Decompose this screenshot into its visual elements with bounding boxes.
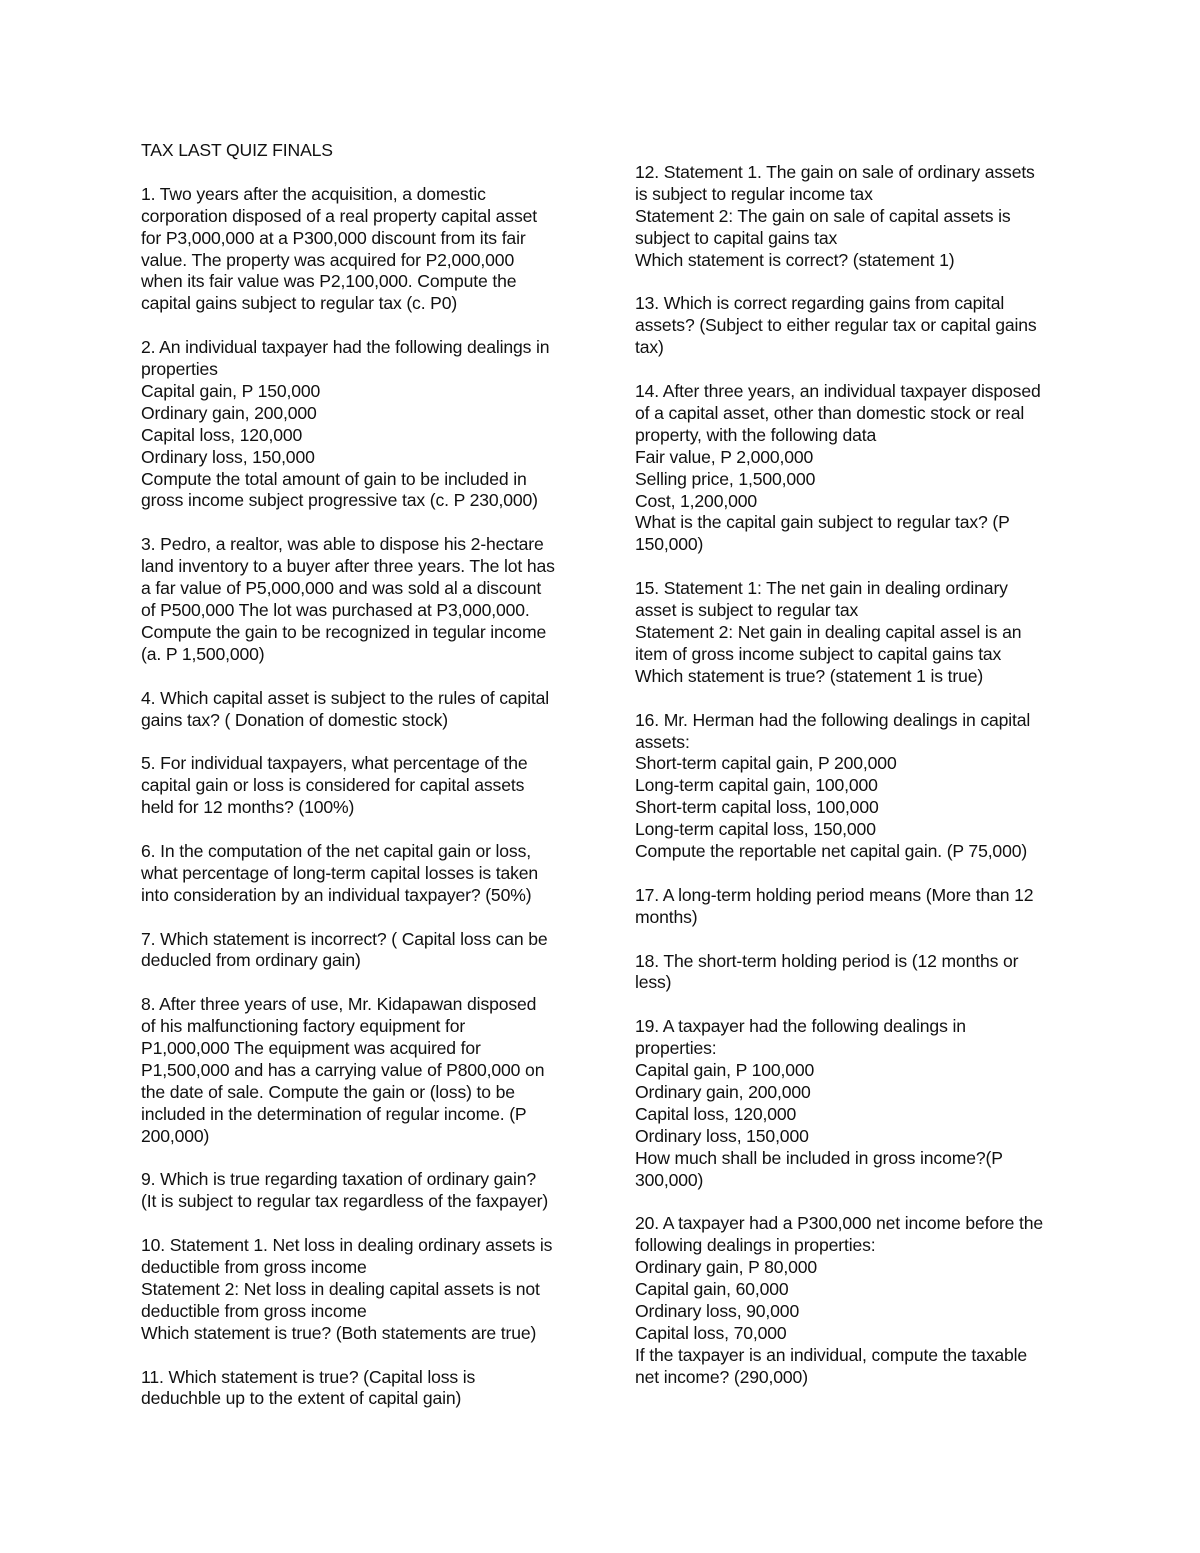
question-line: deductible from gross income — [141, 1257, 367, 1278]
question-line: Long-term capital gain, 100,000 — [635, 775, 878, 796]
question-line: 4. Which capital asset is subject to the rules of capital — [141, 687, 550, 708]
question-line: deducled from ordinary gain) — [141, 950, 361, 971]
question-line: Compute the gain to be recognized in tegular income — [141, 621, 547, 642]
question-item — [635, 381, 1075, 556]
question-line: Capital loss, 70,000 — [635, 1322, 787, 1343]
question-line: included in the determination of regular income. (P — [141, 1103, 527, 1124]
question-line: of P500,000 The lot was purchased at P3,000,000. — [141, 599, 530, 620]
question-line: 13. Which is correct regarding gains from capital — [635, 293, 1005, 314]
question-item — [141, 337, 581, 512]
question-line: value. The property was acquired for P2,000,000 — [141, 249, 515, 270]
question-line: into consideration by an individual taxpayer? (50%) — [141, 884, 532, 905]
question-line: a far value of P5,000,000 and was sold al a discount — [141, 578, 542, 599]
question-line: Capital loss, 120,000 — [141, 424, 303, 445]
question-line: Ordinary gain, 200,000 — [141, 402, 317, 423]
question-line: 150,000) — [635, 534, 704, 555]
question-line: 3. Pedro, a realtor, was able to dispose his 2-hectare — [141, 534, 544, 555]
question-line: 19. A taxpayer had the following dealings in — [635, 1016, 966, 1037]
question-line: gross income subject progressive tax (c. P 230,000) — [141, 490, 538, 511]
question-line: Capital loss, 120,000 — [635, 1103, 797, 1124]
question-line: asset is subject to regular tax — [635, 600, 859, 621]
question-line: months) — [635, 906, 698, 927]
question-line: 14. After three years, an individual taxpayer disposed — [635, 381, 1041, 402]
question-line: assets? (Subject to either regular tax or capital gains — [635, 315, 1037, 336]
question-line: Ordinary loss, 150,000 — [635, 1125, 809, 1146]
question-line: subject to capital gains tax — [635, 227, 838, 248]
question-line: What is the capital gain subject to regular tax? (P — [635, 512, 1010, 533]
question-line: 8. After three years of use, Mr. Kidapawan disposed — [141, 994, 537, 1015]
question-line: Statement 2: Net loss in dealing capital assets is not — [141, 1278, 540, 1299]
question-line: what percentage of long-term capital losses is taken — [141, 862, 539, 883]
question-line: Which statement is correct? (statement 1) — [635, 249, 955, 270]
question-line: P1,000,000 The equipment was acquired for — [141, 1038, 481, 1059]
question-line: 18. The short-term holding period is (12 months or — [635, 950, 1019, 971]
question-line: 12. Statement 1. The gain on sale of ordinary assets — [635, 162, 1035, 182]
question-line: Fair value, P 2,000,000 — [635, 446, 814, 467]
question-line: net income? (290,000) — [635, 1366, 808, 1387]
question-line: corporation disposed of a real property capital asset — [141, 205, 537, 226]
question-line: tax) — [635, 337, 664, 358]
question-line: Long-term capital loss, 150,000 — [635, 819, 876, 840]
question-line: 300,000) — [635, 1169, 704, 1190]
question-line: Ordinary loss, 150,000 — [141, 446, 315, 467]
right-column — [635, 162, 1075, 1411]
question-line: (a. P 1,500,000) — [141, 643, 265, 664]
question-line: Compute the reportable net capital gain. (P 75,000) — [635, 841, 1028, 862]
question-item — [141, 1235, 581, 1345]
question-item — [141, 841, 581, 907]
question-line: 16. Mr. Herman had the following dealings in capital — [635, 709, 1031, 730]
left-column — [141, 140, 581, 1432]
question-line: less) — [635, 972, 672, 993]
question-line: Which statement is true? (Both statements are true) — [141, 1322, 537, 1343]
question-line: following dealings in properties: — [635, 1235, 876, 1256]
question-item — [635, 1016, 1075, 1191]
question-line: Capital gain, P 100,000 — [635, 1060, 815, 1081]
question-item — [635, 1213, 1075, 1388]
right-question-list — [635, 162, 1075, 1389]
question-line: for P3,000,000 at a P300,000 discount from its fair — [141, 227, 526, 248]
question-line: Selling price, 1,500,000 — [635, 468, 816, 489]
question-line: 10. Statement 1. Net loss in dealing ordinary assets is — [141, 1235, 553, 1256]
question-item — [635, 885, 1075, 929]
question-item — [141, 184, 581, 315]
question-line: 11. Which statement is true? (Capital loss is — [141, 1366, 476, 1387]
question-line: of his malfunctioning factory equipment for — [141, 1016, 466, 1037]
question-line: Cost, 1,200,000 — [635, 490, 757, 511]
question-line: 5. For individual taxpayers, what percentage of the — [141, 753, 528, 774]
question-line: gains tax? ( Donation of domestic stock) — [141, 709, 448, 730]
question-item — [141, 688, 581, 732]
question-line: (It is subject to regular tax regardless of the faxpayer) — [141, 1191, 549, 1212]
question-line: Ordinary gain, P 80,000 — [635, 1257, 818, 1278]
question-line: Short-term capital loss, 100,000 — [635, 797, 879, 818]
question-line: Short-term capital gain, P 200,000 — [635, 753, 897, 774]
question-line: deduchble up to the extent of capital gain) — [141, 1388, 462, 1409]
question-line: held for 12 months? (100%) — [141, 797, 355, 818]
question-line: Statement 2: The gain on sale of capital assets is — [635, 205, 1011, 226]
question-line: capital gain or loss is considered for capital assets — [141, 775, 525, 796]
question-line: 17. A long-term holding period means (More than 12 — [635, 884, 1034, 905]
question-line: How much shall be included in gross income?(P — [635, 1147, 1003, 1168]
question-line: Ordinary loss, 90,000 — [635, 1301, 800, 1321]
question-line: 2. An individual taxpayer had the following dealings in — [141, 337, 550, 358]
question-line: the date of sale. Compute the gain or (loss) to be — [141, 1081, 515, 1102]
question-line: when its fair value was P2,100,000. Compute the — [141, 271, 517, 292]
question-item — [141, 929, 581, 973]
question-item — [141, 534, 581, 665]
question-line: is subject to regular income tax — [635, 183, 873, 204]
question-line: item of gross income subject to capital gains tax — [635, 643, 1002, 664]
question-item — [141, 1169, 581, 1213]
question-line: property, with the following data — [635, 424, 877, 445]
question-line: If the taxpayer is an individual, compute the taxable — [635, 1344, 1028, 1365]
question-line: 9. Which is true regarding taxation of ordinary gain? — [141, 1169, 536, 1190]
question-line: assets: — [635, 731, 690, 752]
question-item — [635, 293, 1075, 359]
question-line: properties: — [635, 1038, 717, 1059]
question-line: 200,000) — [141, 1125, 210, 1146]
question-line: Which statement is true? (statement 1 is true) — [635, 665, 984, 686]
question-item — [635, 162, 1075, 272]
question-line: Capital gain, 60,000 — [635, 1279, 789, 1300]
left-question-list — [141, 184, 581, 1411]
question-line: 7. Which statement is incorrect? ( Capital loss can be — [141, 928, 548, 949]
question-line: of a capital asset, other than domestic stock or real — [635, 402, 1025, 423]
question-line: 1. Two years after the acquisition, a domestic — [141, 183, 486, 204]
question-line: properties — [141, 359, 218, 380]
question-line: 20. A taxpayer had a P300,000 net income before the — [635, 1213, 1044, 1234]
question-item — [141, 994, 581, 1147]
question-line: Capital gain, P 150,000 — [141, 380, 321, 401]
question-line: 6. In the computation of the net capital gain or loss, — [141, 840, 531, 861]
question-line: deductible from gross income — [141, 1300, 367, 1321]
question-line: P1,500,000 and has a carrying value of P800,000 on — [141, 1059, 545, 1080]
question-item — [635, 578, 1075, 688]
question-line: land inventory to a buyer after three years. The lot has — [141, 556, 555, 577]
question-item — [141, 1367, 581, 1411]
question-item — [635, 710, 1075, 863]
question-line: Statement 2: Net gain in dealing capital assel is an — [635, 621, 1022, 642]
question-item — [141, 753, 581, 819]
document-title: TAX LAST QUIZ FINALS — [141, 140, 333, 160]
question-line: Ordinary gain, 200,000 — [635, 1081, 811, 1102]
question-line: Compute the total amount of gain to be included in — [141, 468, 527, 489]
question-item — [635, 951, 1075, 995]
question-line: capital gains subject to regular tax (c. P0) — [141, 293, 458, 314]
question-line: 15. Statement 1: The net gain in dealing ordinary — [635, 578, 1008, 599]
